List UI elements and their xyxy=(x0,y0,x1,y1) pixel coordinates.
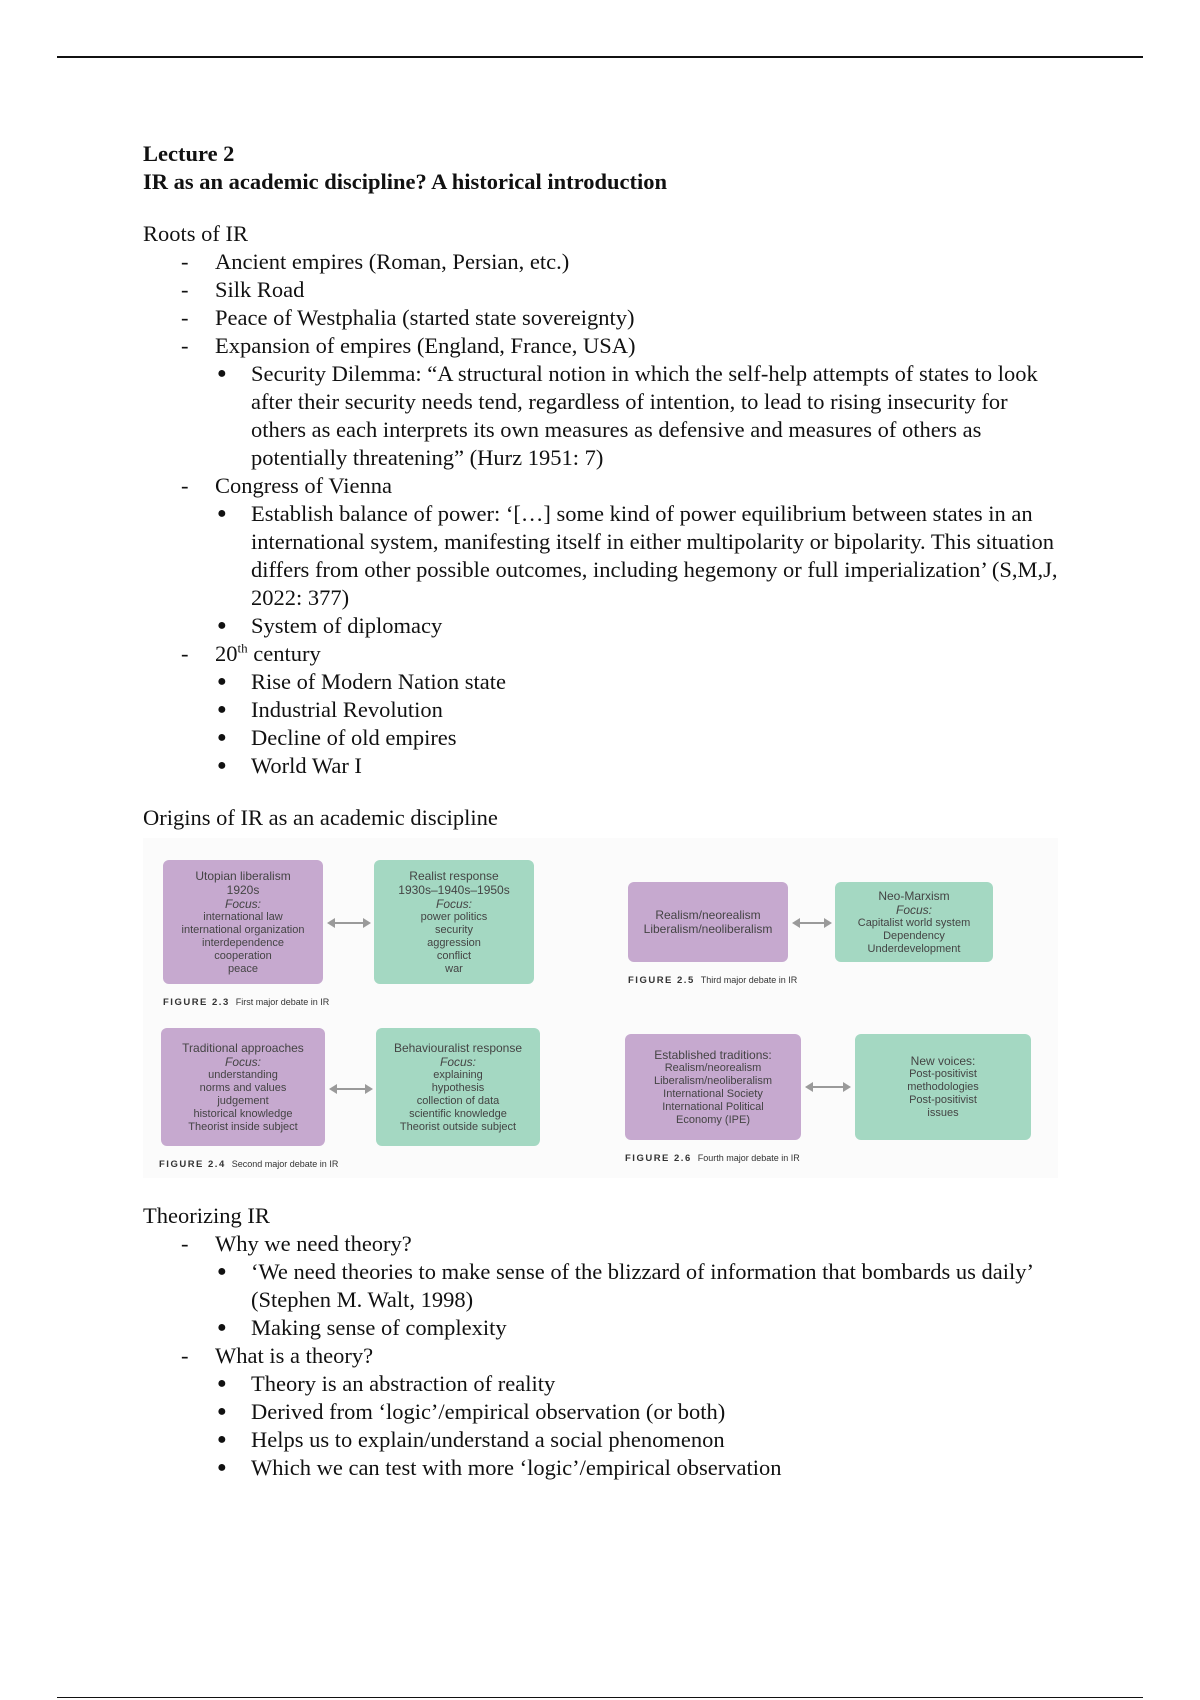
twentieth-century-list xyxy=(143,668,1103,780)
list-item: ● Establish balance of power: ‘[…] some kind of power equilibrium between states in an international system, manifesting itself in either multipolarity or bipolarity. This situation differs from other possible outcomes, including hegemony or full imperialization’ (S,M,J, 2022: 377) xyxy=(217,501,1058,610)
roots-list xyxy=(143,248,1103,360)
list-item: - Ancient empires (Roman, Persian, etc.) xyxy=(181,249,570,274)
figure-2-3-caption: FIGURE 2.3 First major debate in IR xyxy=(163,997,330,1008)
document-body xyxy=(143,140,1103,1482)
double-arrow-icon xyxy=(331,1088,371,1090)
debates-figure xyxy=(143,838,1058,1178)
what-theory-list xyxy=(143,1370,1103,1482)
list-item: ● ‘We need theories to make sense of the blizzard of information that bombards us daily’ (Stephen M. Walt, 1998) xyxy=(217,1259,1033,1312)
double-arrow-icon xyxy=(329,922,369,924)
double-arrow-icon xyxy=(794,922,830,924)
list-item: ● Rise of Modern Nation state xyxy=(217,669,506,694)
established-traditions-box: Established traditions: Realism/neorealism Liberalism/neoliberalism International Society International Political Economy (IPE) xyxy=(625,1034,801,1140)
neo-marxism-box: Neo-Marxism Focus: Capitalist world system Dependency Underdevelopment xyxy=(835,882,993,962)
list-item: - Silk Road xyxy=(181,277,305,302)
figure-2-4-caption: FIGURE 2.4 Second major debate in IR xyxy=(159,1159,339,1170)
list-item: - Why we need theory? xyxy=(181,1231,412,1256)
security-dilemma-list xyxy=(143,360,1103,472)
theorizing-heading: Theorizing IR xyxy=(143,1203,270,1228)
origins-heading: Origins of IR as an academic discipline xyxy=(143,805,498,830)
roots-heading: Roots of IR xyxy=(143,221,249,246)
behaviouralist-response-box: Behaviouralist response Focus: explaining hypothesis collection of data scientific knowledge Theorist outside subject xyxy=(376,1028,540,1146)
list-item: - What is a theory? xyxy=(181,1343,374,1368)
traditional-approaches-box: Traditional approaches Focus: understanding norms and values judgement historical knowledge Theorist inside subject xyxy=(161,1028,325,1146)
list-item: - 20th century xyxy=(181,640,321,666)
list-item: - Congress of Vienna xyxy=(181,473,392,498)
new-voices-box: New voices: Post-positivist methodologies Post-positivist issues xyxy=(855,1034,1031,1140)
lecture-subtitle: IR as an academic discipline? A historical introduction xyxy=(143,169,668,194)
list-item: ● Theory is an abstraction of reality xyxy=(217,1371,556,1396)
list-item: - Peace of Westphalia (started state sovereignty) xyxy=(181,305,635,330)
realist-response-box: Realist response 1930s–1940s–1950s Focus: power politics security aggression conflict war xyxy=(374,860,534,984)
bottom-rule xyxy=(57,1697,1143,1698)
utopian-liberalism-box: Utopian liberalism 1920s Focus: international law international organization interdependence cooperation peace xyxy=(163,860,323,984)
list-item: ● Making sense of complexity xyxy=(217,1315,507,1340)
lecture-title: Lecture 2 xyxy=(143,141,235,166)
list-item: - Expansion of empires (England, France, USA) xyxy=(181,333,636,358)
list-item: ● Decline of old empires xyxy=(217,725,457,750)
top-rule xyxy=(57,56,1143,58)
double-arrow-icon xyxy=(807,1086,849,1088)
list-item: ● Industrial Revolution xyxy=(217,697,443,722)
list-item: ● System of diplomacy xyxy=(217,613,443,638)
why-theory-list xyxy=(143,1258,1103,1342)
list-item: ● World War I xyxy=(217,753,362,778)
list-item: ● Security Dilemma: “A structural notion in which the self-help attempts of states to look after their security needs tend, regardless of intention, to lead to rising insecurity for others as each interprets its own measures as defensive and measures of others as potentially threatening” (Hurz 1951: 7) xyxy=(217,361,1038,470)
list-item: ● Helps us to explain/understand a social phenomenon xyxy=(217,1427,725,1452)
vienna-list xyxy=(143,500,1103,640)
list-item: ● Derived from ‘logic’/empirical observation (or both) xyxy=(217,1399,726,1424)
list-item: ● Which we can test with more ‘logic’/empirical observation xyxy=(217,1455,782,1480)
figure-2-6-caption: FIGURE 2.6 Fourth major debate in IR xyxy=(625,1153,800,1164)
figure-2-5-caption: FIGURE 2.5 Third major debate in IR xyxy=(628,975,798,986)
realism-liberalism-box: Realism/neorealism Liberalism/neoliberalism xyxy=(628,882,788,962)
